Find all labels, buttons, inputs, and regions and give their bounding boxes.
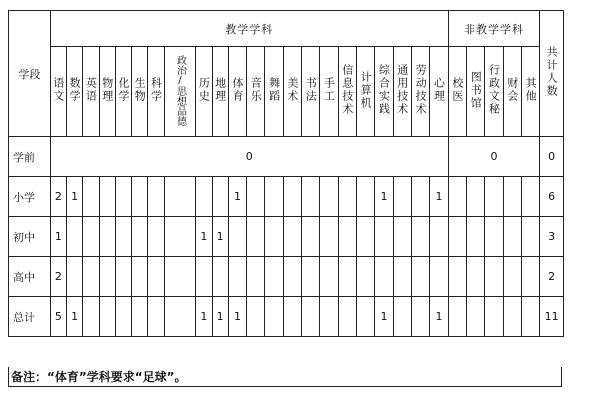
subject-count-cell: 1 (228, 297, 246, 337)
subject-count-cell: 2 (50, 177, 66, 217)
subject-count-cell (132, 257, 148, 297)
table-row (9, 217, 564, 257)
subject-header: 历史 (196, 47, 212, 137)
table-row (9, 177, 564, 217)
teaching-merged-cell: 0 (50, 137, 448, 177)
non-teaching-count-cell (485, 297, 503, 337)
subject-count-cell (196, 257, 212, 297)
stage-label: 初中 (9, 217, 51, 257)
subject-count-cell (132, 217, 148, 257)
subject-header: 政治/思想品德 (164, 47, 196, 137)
subject-header-row (9, 47, 564, 137)
non-teaching-count-cell (503, 297, 521, 337)
subject-count-cell (83, 297, 99, 337)
subject-count-cell: 1 (228, 177, 246, 217)
subject-count-cell (375, 257, 393, 297)
total-cell: 6 (540, 177, 564, 217)
subject-header: 劳动技术 (411, 47, 429, 137)
non-teaching-merged-cell: 0 (448, 137, 540, 177)
non-teaching-count-cell (521, 177, 539, 217)
table-row (9, 137, 564, 177)
non-teaching-header: 校医 (448, 47, 466, 137)
stage-label: 总计 (9, 297, 51, 337)
non-teaching-count-cell (503, 217, 521, 257)
subject-header: 体育 (228, 47, 246, 137)
subject-count-cell (411, 177, 429, 217)
subject-count-cell (265, 217, 283, 257)
subject-count-cell (148, 257, 164, 297)
subject-count-cell (148, 297, 164, 337)
subject-count-cell: 1 (375, 297, 393, 337)
non-teaching-count-cell (485, 257, 503, 297)
subject-header: 通用技术 (393, 47, 411, 137)
subject-count-cell (265, 297, 283, 337)
subject-count-cell: 1 (430, 177, 449, 217)
subject-header: 生物 (132, 47, 148, 137)
subject-count-cell (393, 177, 411, 217)
non-teaching-count-cell (503, 257, 521, 297)
subject-count-cell (356, 217, 374, 257)
subject-count-cell (164, 257, 196, 297)
subject-header: 英语 (83, 47, 99, 137)
staffing-table (8, 10, 564, 337)
total-cell: 0 (540, 137, 564, 177)
subject-count-cell (320, 177, 338, 217)
non-teaching-subjects-header: 非教学学科 (448, 11, 540, 47)
subject-count-cell (393, 257, 411, 297)
total-cell: 11 (540, 297, 564, 337)
subject-count-cell (283, 297, 301, 337)
non-teaching-count-cell (467, 297, 485, 337)
subject-count-cell: 1 (196, 297, 212, 337)
subject-count-cell (356, 297, 374, 337)
subject-count-cell: 5 (50, 297, 66, 337)
subject-count-cell (411, 217, 429, 257)
subject-count-cell (265, 177, 283, 217)
table-row (9, 257, 564, 297)
stage-label: 学前 (9, 137, 51, 177)
subject-count-cell: 1 (196, 217, 212, 257)
subject-count-cell (302, 257, 320, 297)
non-teaching-header: 图书馆 (467, 47, 485, 137)
subject-count-cell (338, 177, 356, 217)
non-teaching-count-cell (485, 177, 503, 217)
subject-count-cell (115, 177, 131, 217)
teaching-subjects-header: 教学学科 (50, 11, 448, 47)
subject-count-cell (320, 217, 338, 257)
subject-count-cell (196, 177, 212, 217)
subject-count-cell (83, 257, 99, 297)
subject-count-cell (115, 297, 131, 337)
non-teaching-count-cell (448, 217, 466, 257)
non-teaching-count-cell (503, 177, 521, 217)
subject-count-cell (99, 257, 115, 297)
subject-count-cell (320, 297, 338, 337)
non-teaching-count-cell (521, 217, 539, 257)
non-teaching-count-cell (521, 297, 539, 337)
subject-count-cell (302, 217, 320, 257)
total-cell: 3 (540, 217, 564, 257)
subject-count-cell (356, 177, 374, 217)
subject-count-cell (99, 217, 115, 257)
total-cell: 2 (540, 257, 564, 297)
subject-count-cell (115, 257, 131, 297)
subject-header: 信息技术 (338, 47, 356, 137)
total-count-header: 共计人数 (540, 11, 564, 137)
subject-count-cell (375, 217, 393, 257)
subject-header: 物理 (99, 47, 115, 137)
subject-header: 音乐 (247, 47, 265, 137)
subject-count-cell (247, 217, 265, 257)
subject-count-cell (115, 217, 131, 257)
subject-count-cell (132, 177, 148, 217)
subject-count-cell: 1 (67, 177, 83, 217)
subject-count-cell (265, 257, 283, 297)
subject-count-cell (164, 177, 196, 217)
non-teaching-count-cell (448, 257, 466, 297)
subject-count-cell (247, 177, 265, 217)
subject-count-cell (283, 257, 301, 297)
non-teaching-header: 财会 (503, 47, 521, 137)
subject-count-cell (67, 257, 83, 297)
subject-count-cell (164, 217, 196, 257)
subject-header: 化学 (115, 47, 131, 137)
subject-count-cell: 1 (212, 297, 228, 337)
subject-count-cell (283, 177, 301, 217)
non-teaching-count-cell (521, 257, 539, 297)
subject-count-cell (228, 257, 246, 297)
subject-header: 手工 (320, 47, 338, 137)
school-stage-header: 学段 (9, 11, 51, 137)
subject-count-cell: 1 (212, 217, 228, 257)
subject-count-cell (393, 297, 411, 337)
subject-count-cell (302, 297, 320, 337)
subject-count-cell (430, 217, 449, 257)
subject-count-cell: 1 (67, 297, 83, 337)
subject-header: 舞蹈 (265, 47, 283, 137)
non-teaching-count-cell (448, 177, 466, 217)
subject-count-cell (411, 297, 429, 337)
subject-header: 数学 (67, 47, 83, 137)
subject-count-cell (148, 217, 164, 257)
subject-count-cell (338, 297, 356, 337)
subject-count-cell (67, 217, 83, 257)
subject-count-cell (338, 217, 356, 257)
subject-count-cell (247, 297, 265, 337)
non-teaching-header: 行政文秘 (485, 47, 503, 137)
stage-label: 高中 (9, 257, 51, 297)
subject-count-cell (83, 217, 99, 257)
table-row (9, 297, 564, 337)
subject-count-cell (320, 257, 338, 297)
non-teaching-count-cell (485, 217, 503, 257)
subject-header: 计算机 (356, 47, 374, 137)
subject-header: 科学 (148, 47, 164, 137)
subject-count-cell (212, 177, 228, 217)
subject-count-cell: 2 (50, 257, 66, 297)
subject-count-cell (302, 177, 320, 217)
subject-count-cell (148, 177, 164, 217)
subject-count-cell (132, 297, 148, 337)
subject-count-cell (356, 257, 374, 297)
subject-header: 语文 (50, 47, 66, 137)
subject-header: 心理 (430, 47, 449, 137)
subject-count-cell (212, 257, 228, 297)
subject-count-cell (338, 257, 356, 297)
subject-header: 书法 (302, 47, 320, 137)
subject-count-cell (99, 297, 115, 337)
subject-count-cell (283, 217, 301, 257)
stage-label: 小学 (9, 177, 51, 217)
subject-count-cell (247, 257, 265, 297)
subject-count-cell (393, 217, 411, 257)
subject-count-cell (411, 257, 429, 297)
subject-header: 地理 (212, 47, 228, 137)
subject-header: 综合实践 (375, 47, 393, 137)
subject-count-cell (164, 297, 196, 337)
subject-count-cell (228, 217, 246, 257)
subject-header: 美术 (283, 47, 301, 137)
subject-count-cell: 1 (50, 217, 66, 257)
subject-count-cell (99, 177, 115, 217)
non-teaching-count-cell (467, 217, 485, 257)
non-teaching-count-cell (467, 257, 485, 297)
subject-count-cell (83, 177, 99, 217)
group-header-row (9, 11, 564, 47)
non-teaching-count-cell (448, 297, 466, 337)
non-teaching-header: 其他 (521, 47, 539, 137)
subject-count-cell: 1 (375, 177, 393, 217)
subject-count-cell: 1 (430, 297, 449, 337)
footnote: 备注：“体育”学科要求“足球”。 (8, 367, 562, 387)
non-teaching-count-cell (467, 177, 485, 217)
subject-count-cell (430, 257, 449, 297)
